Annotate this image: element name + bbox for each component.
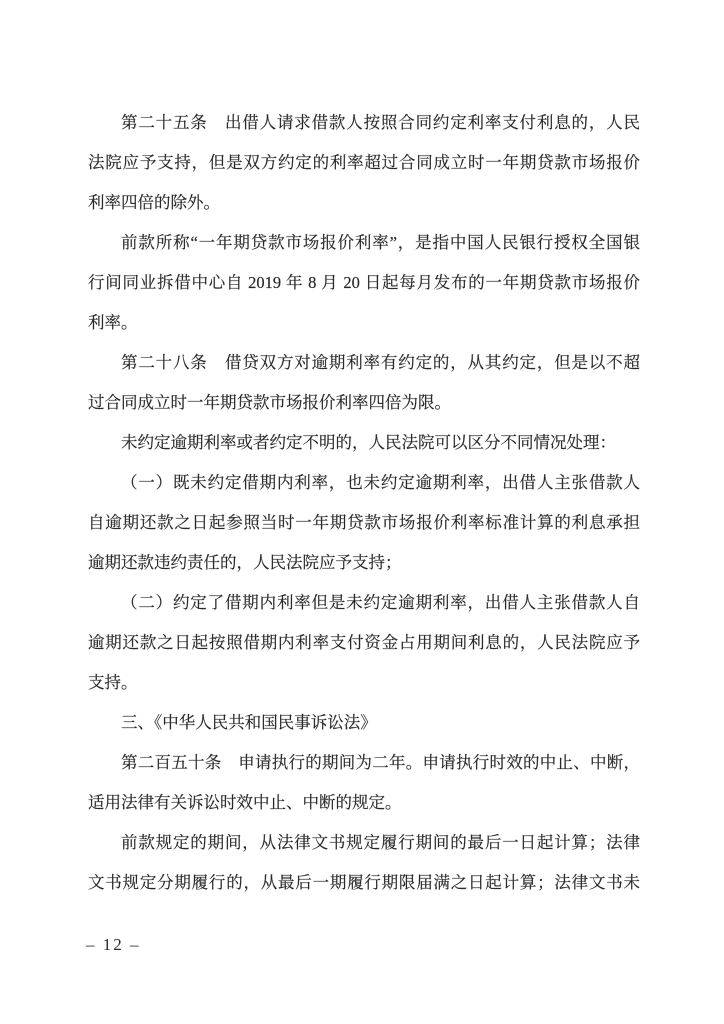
paragraph (88, 583, 640, 703)
text-line: 第二百五十条 申请执行的期间为二年。申请执行时效的中止、中断， (121, 753, 640, 772)
text-line: 行间同业拆借中心自 2019 年 8 月 20 日起每月发布的一年期贷款市场报价 (88, 273, 640, 292)
text-line: （一）既未约定借期内利率，也未约定逾期利率，出借人主张借款人 (121, 473, 640, 492)
text-line: 自逾期还款之日起参照当时一年期贷款市场报价利率标准计算的利息承担 (88, 513, 640, 532)
text-line: 第二十五条 出借人请求借款人按照合同约定利率支付利息的，人民 (121, 113, 640, 132)
text-line: 逾期还款违约责任的，人民法院应予支持； (88, 553, 402, 572)
paragraph (88, 423, 640, 463)
paragraph (88, 823, 640, 903)
paragraph (88, 743, 640, 823)
text-line: 前款所称“一年期贷款市场报价利率”，是指中国人民银行授权全国银 (121, 233, 640, 252)
text-block (88, 103, 640, 903)
text-line: 三、《中华人民共和国民事诉讼法》 (121, 713, 377, 732)
text-line: 第二十八条 借贷双方对逾期利率有约定的，从其约定，但是以不超 (121, 353, 640, 372)
page-number: – 12 – (86, 935, 141, 954)
paragraph (88, 223, 640, 343)
paragraph (88, 103, 640, 223)
paragraph (88, 703, 640, 743)
text-line: 利率四倍的除外。 (88, 193, 220, 212)
text-line: 文书规定分期履行的，从最后一期履行期限届满之日起计算；法律文书未 (88, 873, 640, 892)
text-line: 适用法律有关诉讼时效中止、中断的规定。 (88, 793, 402, 812)
text-line: 逾期还款之日起按照借期内利率支付资金占用期间利息的，人民法院应予 (88, 633, 640, 652)
text-line: （二）约定了借期内利率但是未约定逾期利率，出借人主张借款人自 (121, 593, 640, 612)
text-line: 过合同成立时一年期贷款市场报价利率四倍为限。 (88, 393, 451, 412)
text-line: 未约定逾期利率或者约定不明的，人民法院可以区分不同情况处理： (121, 433, 616, 452)
text-line: 前款规定的期间，从法律文书规定履行期间的最后一日起计算；法律 (121, 833, 640, 852)
text-line: 利率。 (88, 313, 138, 332)
text-line: 支持。 (88, 673, 138, 692)
text-line: 法院应予支持，但是双方约定的利率超过合同成立时一年期贷款市场报价 (88, 153, 640, 172)
paragraph (88, 463, 640, 583)
paragraph (88, 343, 640, 423)
